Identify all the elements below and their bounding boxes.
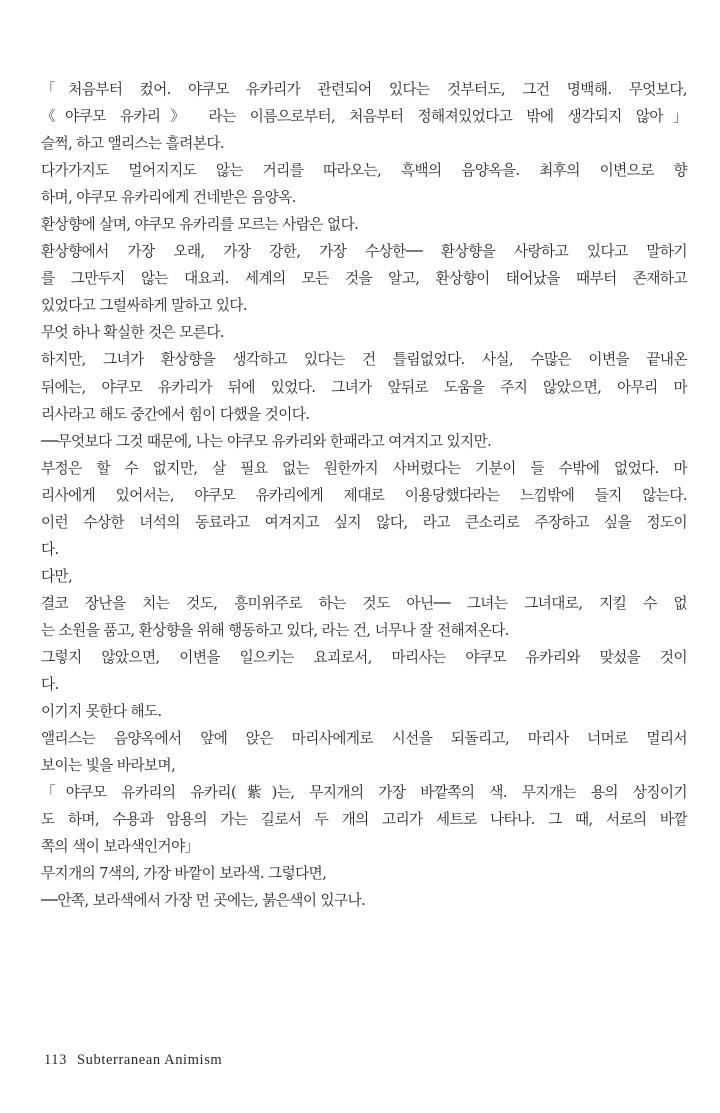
text-line: 무지개의 7색의, 가장 바깥이 보라색. 그렇다면,: [41, 865, 327, 883]
text-line: 있었다고 그럴싸하게 말하고 있다.: [41, 297, 248, 315]
text-line: 이기지 못한다 해도.: [41, 703, 162, 721]
text-line: 리사에게 있어서는, 야쿠모 유카리에게 제대로 이용당했다라는 느낌밖에 들지 않는다.: [41, 486, 687, 504]
text-line: 「야쿠모 유카리의 유카리(紫)는, 무지개의 가장 바깥쪽의 색. 무지개는 용의 상징이기: [41, 784, 687, 802]
text-line: 부정은 할 수 없지만, 살 필요 없는 원한까지 사버렸다는 기분이 들 수밖에 없었다. 마: [41, 459, 687, 477]
text-line: 를 그만두지 않는 대요괴. 세계의 모든 것을 알고, 환상향이 태어났을 때부터 존재하고: [41, 270, 687, 288]
text-line: 결코 장난을 치는 것도, 흥미위주로 하는 것도 아닌── 그녀는 그녀대로, 지킬 수 없: [41, 594, 687, 612]
text-line: 「처음부터 컸어. 야쿠모 유카리가 관련되어 있다는 것부터도, 그건 명백해. 무엇보다,: [41, 81, 687, 98]
page-number: 113: [44, 1052, 68, 1068]
text-line: 그렇지 않았으면, 이변을 일으키는 요괴로서, 마리사는 야쿠모 유카리와 맞섰을 것이: [41, 648, 687, 666]
text-line: 보이는 빛을 바라보며,: [41, 757, 176, 775]
text-line: 하며, 야쿠모 유카리에게 건네받은 음양옥.: [41, 189, 296, 207]
text-line: 는 소원을 품고, 환상향을 위해 행동하고 있다, 라는 건, 너무나 잘 전해져온다.: [41, 621, 509, 639]
text-line: 도 하며, 수용과 암용의 가는 길로서 두 개의 고리가 세트로 나타나. 그 때, 서로의 바깥: [41, 811, 687, 829]
text-line: 무엇 하나 확실한 것은 모른다.: [41, 324, 225, 342]
text-line: 다.: [41, 676, 59, 694]
text-line: 하지만, 그녀가 환상향을 생각하고 있다는 건 틀림없었다. 사실, 수많은 이변을 끝내온: [41, 351, 687, 369]
text-line: 환상향에 살며, 야쿠모 유카리를 모르는 사람은 없다.: [41, 216, 359, 234]
text-line: 쪽의 색이 보라색인거야」: [41, 838, 199, 856]
text-line: 다.: [41, 540, 59, 558]
body-text: [41, 76, 687, 914]
text-line: 《야쿠모 유카리》 라는 이름으로부터, 처음부터 정해져있었다고 밖에 생각되지 않아」: [41, 108, 687, 126]
text-line: 환상향에서 가장 오래, 가장 강한, 가장 수상한── 환상향을 사랑하고 있다고 말하기: [41, 243, 687, 261]
text-line: ──안쪽, 보라색에서 가장 먼 곳에는, 붉은색이 있구나.: [41, 892, 366, 910]
text-line: 다가가지도 멀어지지도 않는 거리를 따라오는, 흑백의 음양옥을. 최후의 이변으로 향: [41, 162, 687, 180]
page-footer: [44, 1052, 222, 1069]
text-line: 리사라고 해도 중간에서 힘이 다했을 것이다.: [41, 405, 310, 423]
text-line: 슬쩍, 하고 앨리스는 흘려본다.: [41, 135, 225, 153]
book-title: Subterranean Animism: [77, 1052, 223, 1068]
text-line: ──무엇보다 그것 때문에, 나는 야쿠모 유카리와 한패라고 여겨지고 있지만.: [41, 432, 492, 450]
text-line: 이런 수상한 녀석의 동료라고 여겨지고 싶지 않다, 라고 큰소리로 주장하고 싶을 정도이: [41, 513, 687, 531]
text-line: 다만,: [41, 567, 73, 585]
text-line: 앨리스는 음양옥에서 앞에 앉은 마리사에게로 시선을 되돌리고, 마리사 너머로 멀리서: [41, 730, 687, 748]
text-line: 뒤에는, 야쿠모 유카리가 뒤에 있었다. 그녀가 앞뒤로 도움을 주지 않았으면, 아무리 마: [41, 378, 687, 396]
